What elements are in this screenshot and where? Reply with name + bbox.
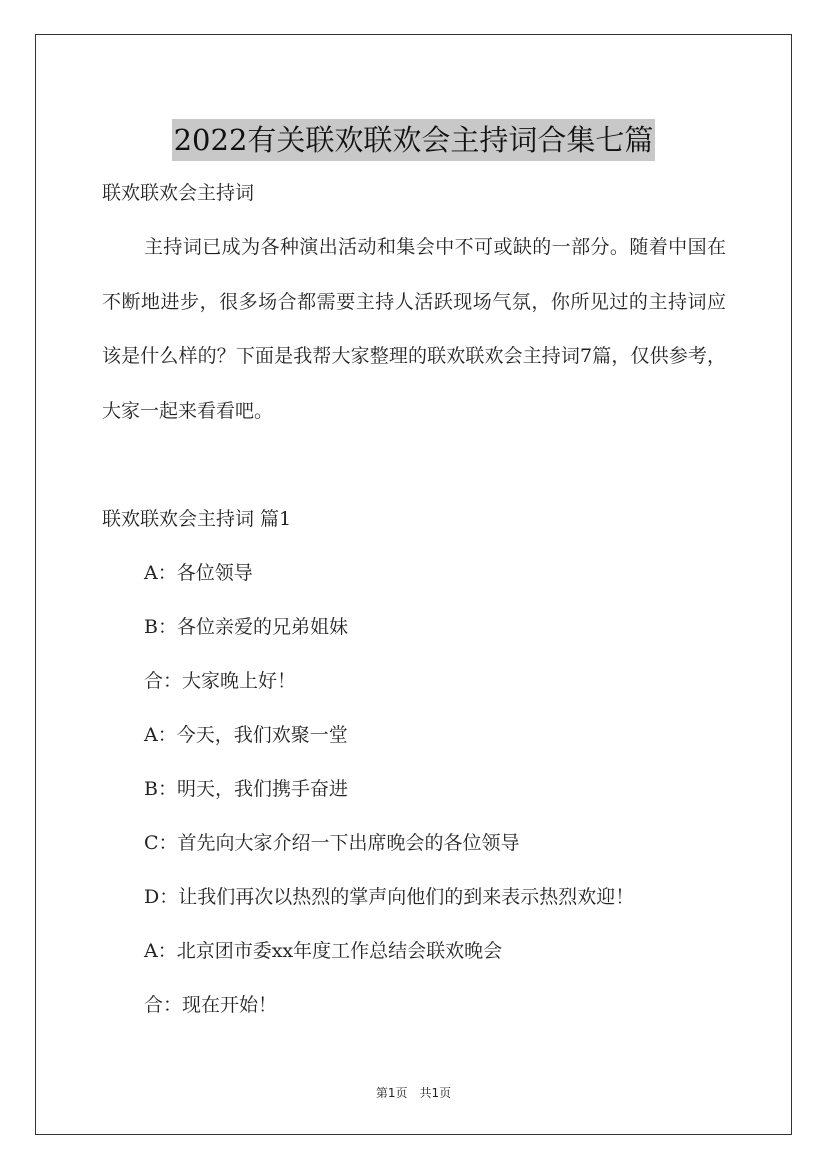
dialogue-line: A：北京团市委xx年度工作总结会联欢晚会: [144, 940, 503, 962]
title-container: [0, 100, 827, 181]
dialogue-line: B：明天，我们携手奋进: [144, 778, 348, 800]
dialogue-line: D：让我们再次以热烈的掌声向他们的到来表示热烈欢迎！: [144, 886, 635, 908]
dialogue-line: 合：现在开始！: [144, 994, 278, 1016]
section-heading: 联欢联欢会主持词: [102, 182, 255, 204]
dialogue-line: C：首先向大家介绍一下出席晚会的各位领导: [144, 832, 520, 854]
dialogue-line: B：各位亲爱的兄弟姐妹: [144, 616, 348, 638]
dialogue-line: 合：大家晚上好！: [144, 670, 297, 692]
intro-paragraph: 主持词已成为各种演出活动和集会中不可或缺的一部分。随着中国在不断地进步，很多场合都需要主持人活跃现场气氛，你所见过的主持词应该是什么样的？下面是我帮大家整理的联欢联欢会主持词7篇，仅供参考，大家一起来看看吧。: [102, 236, 726, 422]
dialogue-line: A：各位领导: [144, 562, 253, 584]
part-heading: 联欢联欢会主持词 篇1: [102, 508, 292, 530]
page-footer: 第1页 共1页: [375, 1086, 452, 1100]
document-title: 2022有关联欢联欢会主持词合集七篇: [172, 119, 656, 161]
dialogue-line: A：今天，我们欢聚一堂: [144, 724, 348, 746]
